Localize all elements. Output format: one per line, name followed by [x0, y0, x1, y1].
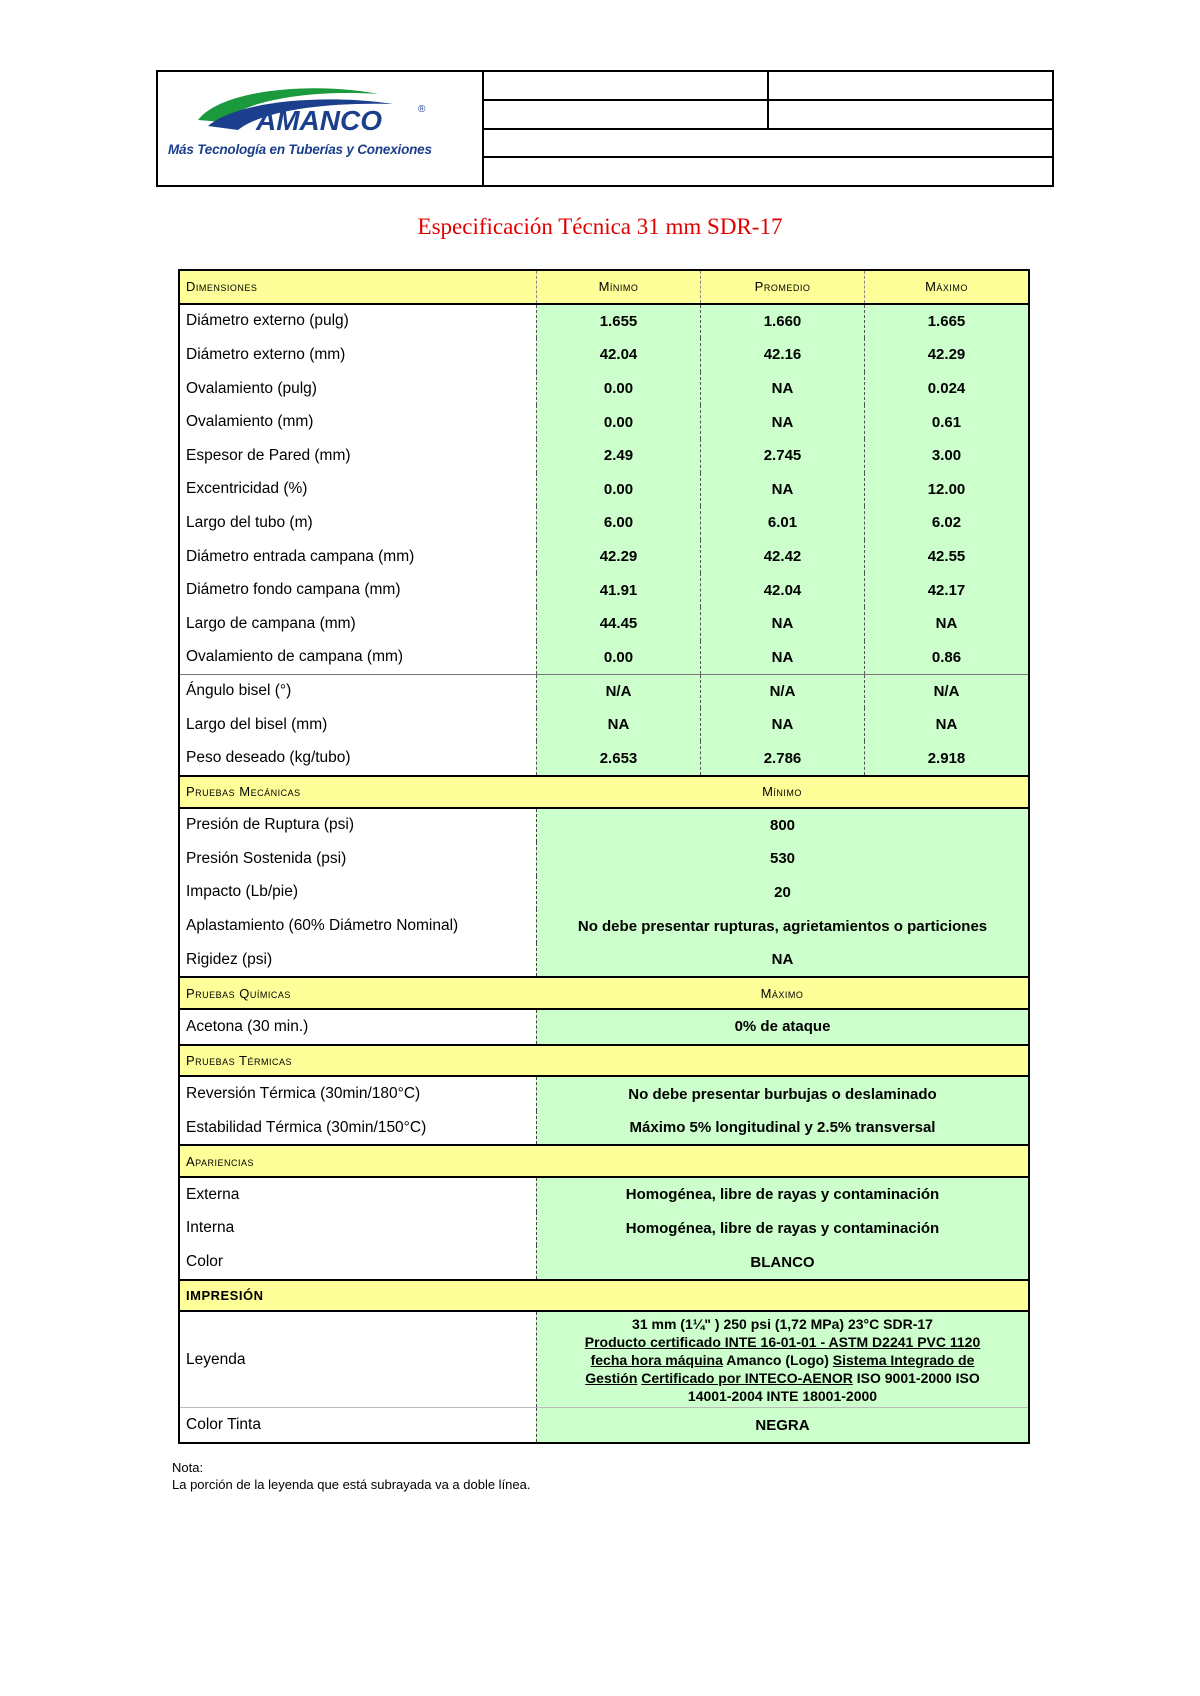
section-header-dimensiones: Dimensiones Mínimo Promedio Máximo — [180, 271, 1028, 305]
section-header-apariencias: Apariencias — [180, 1144, 1028, 1178]
brand-tagline: Más Tecnología en Tuberías y Conexiones — [168, 142, 432, 157]
header-fields — [484, 72, 1052, 185]
dimension-min: 0.00 — [536, 641, 700, 675]
dimension-avg: 1.660 — [700, 305, 864, 339]
dimension-min: 0.00 — [536, 372, 700, 406]
leyenda-row — [180, 1312, 1028, 1408]
dimension-max: 42.29 — [864, 338, 1028, 372]
dimension-avg: NA — [700, 473, 864, 507]
apariencias-row — [180, 1178, 1028, 1212]
dimension-label: Espesor de Pared (mm) — [186, 446, 351, 464]
dimension-label: Ovalamiento (mm) — [186, 413, 314, 431]
dimension-max: 3.00 — [864, 439, 1028, 473]
dimension-max: 0.024 — [864, 372, 1028, 406]
mecanicas-label: Impacto (Lb/pie) — [186, 883, 298, 901]
dimension-min: 0.00 — [536, 473, 700, 507]
termicas-label: Reversión Térmica (30min/180°C) — [186, 1085, 421, 1103]
page-title: Especificación Técnica 31 mm SDR-17 — [417, 214, 783, 239]
quimicas-rows — [180, 1010, 1028, 1044]
section-header-mecanicas: Pruebas Mecánicas Mínimo — [180, 775, 1028, 809]
dimension-max: NA — [864, 708, 1028, 742]
dimension-avg: NA — [700, 405, 864, 439]
section-header-quimicas: Pruebas Químicas Máximo — [180, 976, 1028, 1010]
apariencias-row — [180, 1245, 1028, 1279]
dimensiones-rows — [180, 305, 1028, 775]
dimension-max: 2.918 — [864, 741, 1028, 775]
dimension-row — [180, 439, 1028, 473]
dimension-row — [180, 473, 1028, 507]
dimension-max: 0.86 — [864, 641, 1028, 675]
mecanicas-row — [180, 943, 1028, 977]
spec-table — [178, 269, 1030, 1444]
header-field-6 — [484, 158, 1052, 185]
brand-name: AMANCO — [256, 105, 382, 136]
dimension-avg: 2.786 — [700, 741, 864, 775]
dimension-label: Ovalamiento de campana (mm) — [186, 648, 404, 666]
termicas-value: Máximo 5% longitudinal y 2.5% transversal — [536, 1111, 1028, 1145]
leyenda-label: Leyenda — [186, 1350, 246, 1368]
header-field-2 — [767, 72, 1052, 99]
mecanicas-value: NA — [536, 943, 1028, 977]
mecanicas-label: Aplastamiento (60% Diámetro Nominal) — [186, 917, 459, 935]
dimension-max: 12.00 — [864, 473, 1028, 507]
dimension-row — [180, 708, 1028, 742]
dimension-row — [180, 540, 1028, 574]
dimension-max: 42.55 — [864, 540, 1028, 574]
termicas-value: No debe presentar burbujas o deslaminado — [536, 1077, 1028, 1111]
dimension-min: 44.45 — [536, 607, 700, 641]
dimension-avg: NA — [700, 607, 864, 641]
quimicas-label: Acetona (30 min.) — [186, 1017, 309, 1035]
mecanicas-rows — [180, 809, 1028, 977]
dimension-avg: NA — [700, 708, 864, 742]
dimension-label: Ovalamiento (pulg) — [186, 379, 317, 397]
dimension-label: Excentricidad (%) — [186, 480, 308, 498]
dimension-min: 1.655 — [536, 305, 700, 339]
dimension-row — [180, 338, 1028, 372]
dimension-avg: 42.16 — [700, 338, 864, 372]
apariencias-label: Color — [186, 1253, 224, 1271]
dimension-row — [180, 741, 1028, 775]
dimension-label: Diámetro externo (mm) — [186, 345, 346, 363]
header-field-1 — [484, 72, 767, 99]
section-header-termicas: Pruebas Térmicas — [180, 1044, 1028, 1078]
mecanicas-row — [180, 909, 1028, 943]
dimension-min: 6.00 — [536, 506, 700, 540]
mecanicas-row — [180, 809, 1028, 843]
dimension-row — [180, 607, 1028, 641]
note-title: Nota: — [172, 1460, 204, 1475]
dimension-max: 6.02 — [864, 506, 1028, 540]
dimension-avg: 42.04 — [700, 573, 864, 607]
mecanicas-value: 530 — [536, 842, 1028, 876]
dimension-min: 2.653 — [536, 741, 700, 775]
termicas-label: Estabilidad Térmica (30min/150°C) — [186, 1118, 427, 1136]
dimension-row — [180, 405, 1028, 439]
mecanicas-value: 800 — [536, 809, 1028, 843]
dimension-row — [180, 372, 1028, 406]
dimension-max: 42.17 — [864, 573, 1028, 607]
dimension-avg: 6.01 — [700, 506, 864, 540]
svg-text:®: ® — [418, 104, 426, 115]
apariencias-value: Homogénea, libre de rayas y contaminación — [536, 1178, 1028, 1212]
color-tinta-label: Color Tinta — [186, 1416, 261, 1434]
note-text: La porción de la leyenda que está subrayada va a doble línea. — [172, 1477, 531, 1492]
dimension-min: 41.91 — [536, 573, 700, 607]
dimension-avg: NA — [700, 372, 864, 406]
header-field-5 — [484, 130, 1052, 157]
dimension-avg: N/A — [700, 675, 864, 708]
mecanicas-row — [180, 842, 1028, 876]
dimension-min: NA — [536, 708, 700, 742]
apariencias-label: Interna — [186, 1219, 235, 1237]
dimension-label: Largo del bisel (mm) — [186, 715, 328, 733]
dimension-min: 42.29 — [536, 540, 700, 574]
section-header-impresion: IMPRESIÓN — [180, 1279, 1028, 1313]
header-field-4 — [767, 101, 1052, 128]
dimension-avg: NA — [700, 641, 864, 675]
mecanicas-row — [180, 876, 1028, 910]
apariencias-row — [180, 1212, 1028, 1246]
dimension-row — [180, 641, 1028, 675]
dimension-label: Largo de campana (mm) — [186, 614, 356, 632]
amanco-logo-icon — [168, 80, 458, 140]
dimension-avg: 42.42 — [700, 540, 864, 574]
dimension-max: 1.665 — [864, 305, 1028, 339]
dimension-min: 2.49 — [536, 439, 700, 473]
termicas-row — [180, 1077, 1028, 1111]
apariencias-rows — [180, 1178, 1028, 1279]
dimension-row — [180, 305, 1028, 339]
dimension-row — [180, 573, 1028, 607]
termicas-row — [180, 1111, 1028, 1145]
header-field-3 — [484, 101, 767, 128]
dimension-min: 0.00 — [536, 405, 700, 439]
mecanicas-label: Presión Sostenida (psi) — [186, 849, 347, 867]
leyenda-value: 31 mm (1¼" ) 250 psi (1,72 MPa) 23°C SDR-17 Producto certificado INTE 16-01-01 - ASTM D2241 PVC 1120 fecha hora máquina Amanco (Logo) Sistema Integrado de Gestión Certificado por INTECO-AENOR ISO 9001-2000 ISO 14001-2004 INTE 18001-2000 — [536, 1312, 1028, 1407]
dimension-min: N/A — [536, 675, 700, 708]
dimension-row — [180, 506, 1028, 540]
logo-cell — [158, 72, 484, 185]
dimension-row — [180, 674, 1028, 708]
dimension-avg: 2.745 — [700, 439, 864, 473]
apariencias-value: BLANCO — [536, 1245, 1028, 1279]
dimension-max: 0.61 — [864, 405, 1028, 439]
mecanicas-value: No debe presentar rupturas, agrietamientos o particiones — [536, 909, 1028, 943]
dimension-max: N/A — [864, 675, 1028, 708]
dimension-label: Peso deseado (kg/tubo) — [186, 749, 351, 767]
mecanicas-label: Presión de Ruptura (psi) — [186, 816, 354, 834]
quimicas-row — [180, 1010, 1028, 1044]
dimension-label: Largo del tubo (m) — [186, 513, 313, 531]
mecanicas-label: Rigidez (psi) — [186, 950, 273, 968]
dimension-label: Ángulo bisel (°) — [186, 682, 292, 700]
dimension-max: NA — [864, 607, 1028, 641]
apariencias-label: Externa — [186, 1185, 240, 1203]
termicas-rows — [180, 1077, 1028, 1144]
dimension-label: Diámetro fondo campana (mm) — [186, 581, 401, 599]
dimension-label: Diámetro entrada campana (mm) — [186, 547, 415, 565]
color-tinta-value: NEGRA — [536, 1408, 1028, 1442]
dimension-label: Diámetro externo (pulg) — [186, 312, 349, 330]
quimicas-value: 0% de ataque — [536, 1010, 1028, 1044]
color-tinta-row — [180, 1408, 1028, 1442]
apariencias-value: Homogénea, libre de rayas y contaminación — [536, 1212, 1028, 1246]
dimension-min: 42.04 — [536, 338, 700, 372]
mecanicas-value: 20 — [536, 876, 1028, 910]
header-box — [156, 70, 1054, 187]
